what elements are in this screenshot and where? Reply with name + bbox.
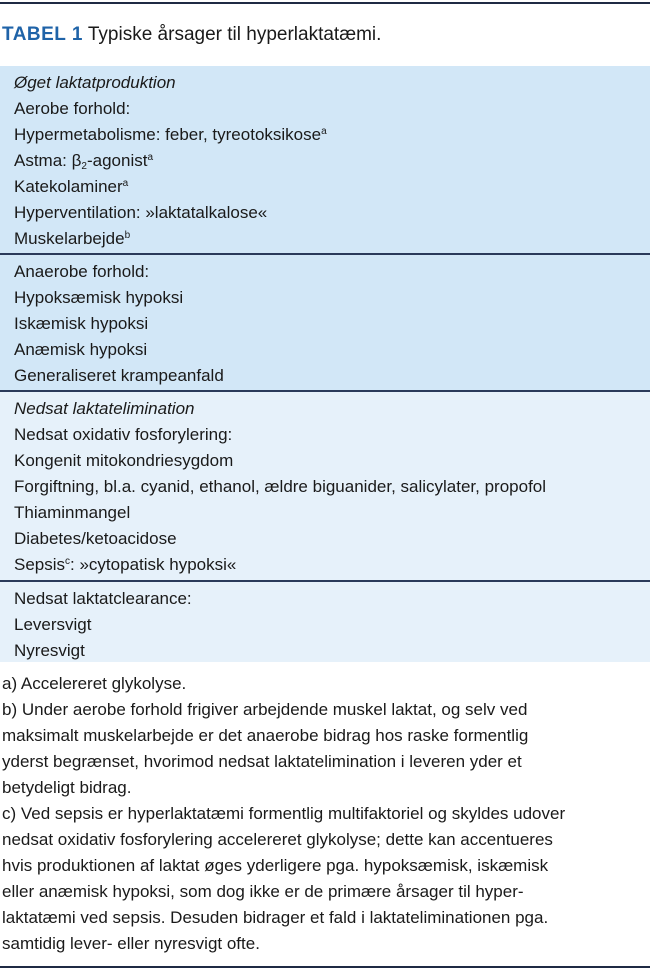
table-row: Anæmisk hypoksi (14, 340, 148, 359)
footnote-c-line: nedsat oxidativ fosforylering accelereret glykolyse; dette kan accentueres (2, 830, 553, 849)
row-text: : »cytopatisk hypoksi« (70, 555, 237, 574)
section-increased-production (0, 66, 650, 253)
subheading: Nedsat oxidativ fosforylering: (14, 425, 233, 444)
bottom-rule (0, 966, 650, 968)
footnote-c-line: hvis produktionen af laktat øges yderligere pga. hypoksæmisk, iskæmisk (2, 856, 549, 875)
table-row: Forgiftning, bl.a. cyanid, ethanol, ældre biguanider, salicylater, propofol (14, 477, 547, 496)
footnote-b-line: b) Under aerobe forhold frigiver arbejdende muskel laktat, og selv ved (2, 700, 528, 719)
row-text: Astma: β (14, 151, 82, 170)
subheading: Anaerobe forhold: (14, 262, 150, 281)
table-row: Nyresvigt (14, 641, 85, 660)
section-heading: Nedsat laktatelimination (14, 399, 195, 418)
table-row: Generaliseret krampeanfald (14, 366, 224, 385)
subheading: Aerobe forhold: (14, 99, 131, 118)
footnote-marker: a (147, 152, 154, 163)
table-row: Thiaminmangel (14, 503, 131, 522)
footnote-marker: a (122, 178, 129, 189)
table-row: Hyperventilation: »laktatalkalose« (14, 203, 268, 222)
footnote-marker: b (124, 230, 131, 241)
table-caption: Typiske årsager til hyperlaktatæmi. (87, 24, 382, 45)
row-text: Hypermetabolisme: feber, tyreotoksikose (14, 125, 322, 144)
row-text: Muskelarbejde (14, 229, 125, 248)
footnote-marker: a (321, 126, 327, 137)
table-row (14, 552, 650, 578)
table-title (2, 22, 381, 48)
footnote-b-line: maksimalt muskelarbejde er det anaerobe bidrag hos raske formentlig (2, 726, 529, 745)
footnote-c-line: c) Ved sepsis er hyperlaktatæmi formentlig multifaktoriel og skyldes udover (2, 804, 566, 823)
footnote-c-line: laktatæmi ved sepsis. Desuden bidrager et fald i laktateliminationen pga. (2, 908, 549, 927)
table-row: Diabetes/ketoacidose (14, 529, 177, 548)
table-row (14, 226, 650, 252)
subscript: 2 (81, 161, 87, 172)
table-row (14, 148, 650, 174)
top-rule (0, 2, 650, 4)
table-row: Hypoksæmisk hypoksi (14, 288, 184, 307)
row-text: -agonist (86, 151, 148, 170)
section-heading: Øget laktatproduktion (14, 73, 176, 92)
footnotes (2, 671, 648, 957)
table-row: Iskæmisk hypoksi (14, 314, 149, 333)
table-row (14, 174, 650, 200)
row-text: Sepsis (14, 555, 66, 574)
section-reduced-elimination (0, 392, 650, 580)
footnote-c-line: eller anæmisk hypoksi, som dog ikke er de primære årsager til hyper- (2, 882, 524, 901)
footnote-marker: c (65, 556, 71, 567)
footnote-b-line: betydeligt bidrag. (2, 778, 132, 797)
section-reduced-clearance (0, 582, 650, 662)
footnote-a: a) Accelereret glykolyse. (2, 674, 187, 693)
subheading: Nedsat laktatclearance: (14, 589, 192, 608)
footnote-b-line: yderst begrænset, hvorimod nedsat laktatelimination i leveren yder et (2, 752, 522, 771)
row-text: Katekolaminer (14, 177, 123, 196)
table-row: Kongenit mitokondriesygdom (14, 451, 234, 470)
table-label: TABEL 1 (2, 24, 83, 45)
section-anaerobic (0, 255, 650, 390)
footnote-c-line: samtidig lever- eller nyresvigt ofte. (2, 934, 260, 953)
table-row: Leversvigt (14, 615, 92, 634)
table-row (14, 122, 650, 148)
